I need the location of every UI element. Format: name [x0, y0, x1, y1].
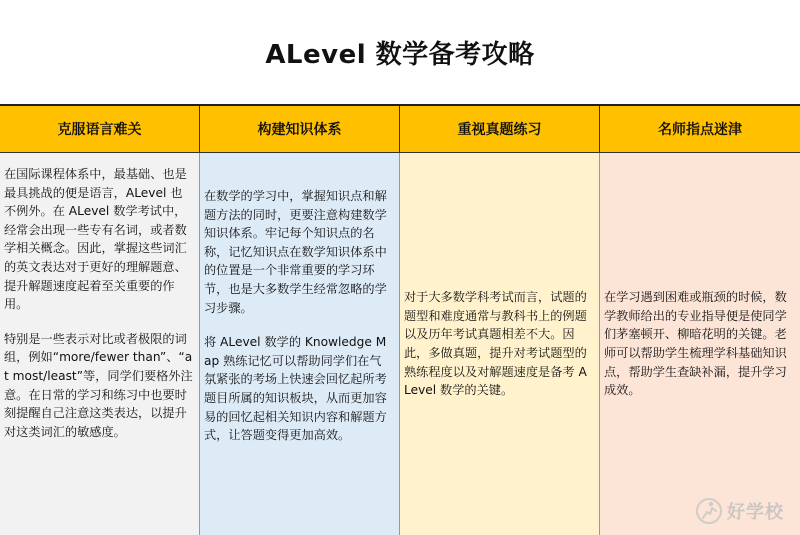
column-body-teacher-guidance — [600, 153, 800, 535]
column-body-knowledge-system — [200, 153, 400, 535]
paragraph: 在学习遇到困难或瓶颈的时候，数学教师给出的专业指导便是使同学们茅塞顿开、柳暗花明的关键。老师可以帮助学生梳理学科基础知识点，帮助学生查缺补漏，提升学习成效。 — [604, 290, 787, 398]
column-body-language — [0, 153, 200, 535]
paragraph: 在数学的学习中，掌握知识点和解题方法的同时，更要注意构建数学知识体系。牢记每个知识点的名称，记忆知识点在数学知识体系中的位置是一个非常重要的学习环节，也是大多数学生经常忽略的学习步骤。 — [204, 189, 387, 315]
column-header-knowledge-system: 构建知识体系 — [200, 106, 400, 152]
paragraph: 在国际课程体系中，最基础、也是最具挑战的便是语言，ALevel 也不例外。在 ALevel 数学考试中，经常会出现一些专有名词，或者数学相关概念。因此，掌握这些词汇的英文表达对于更好的理解题意、提升解题速度起着至关重要的作用。 — [4, 167, 187, 312]
runner-logo-icon — [695, 497, 723, 525]
watermark — [695, 497, 784, 525]
page-title: ALevel 数学备考攻略 — [265, 39, 535, 70]
paragraph: 将 ALevel 数学的 Knowledge Map 熟练记忆可以帮助同学们在气氛紧张的考场上快速会回忆起所考题目所属的知识板块，从而更加容易的回忆起相关知识内容和解题方式，让答题变得更加高效。 — [204, 335, 387, 443]
column-header-past-papers: 重视真题练习 — [400, 106, 600, 152]
table-header-row — [0, 106, 800, 153]
paragraph: 特别是一些表示对比或者极限的词组，例如“more/fewer than”、“at most/least”等，同学们要格外注意。在日常的学习和练习中也要时刻提醒自己注意这类表达，以提升对这类词汇的敏感度。 — [4, 331, 193, 439]
column-body-past-papers — [400, 153, 600, 535]
column-header-teacher-guidance: 名师指点迷津 — [600, 106, 800, 152]
column-header-language: 克服语言难关 — [0, 106, 200, 152]
table-body-row — [0, 153, 800, 535]
watermark-text: 好学校 — [727, 502, 784, 523]
strategy-table — [0, 104, 800, 535]
paragraph: 对于大多数学科考试而言，试题的题型和难度通常与教科书上的例题以及历年考试真题相差不大。因此，多做真题，提升对考试题型的熟练程度以及对解题速度是备考 ALevel 数学的关键。 — [404, 290, 587, 398]
